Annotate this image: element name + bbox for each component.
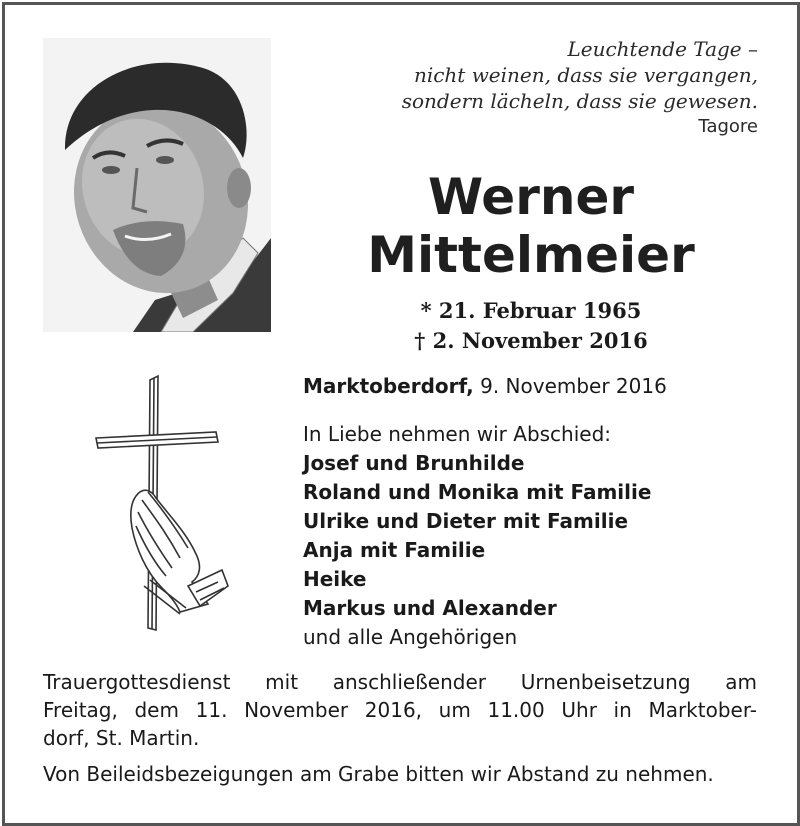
- service-line: dorf, St. Martin.: [43, 726, 200, 750]
- service-notice: [43, 668, 757, 752]
- quote-line: sondern lächeln, dass sie gewesen.: [401, 89, 758, 113]
- portrait-photo: [43, 38, 271, 332]
- mourner-name: Markus und Alexander: [303, 596, 557, 620]
- first-name: Werner: [427, 168, 635, 226]
- mourner-name: Josef und Brunhilde: [303, 451, 525, 475]
- death-date: † 2. November 2016: [414, 328, 648, 353]
- mourners-intro: In Liebe nehmen wir Abschied:: [303, 422, 612, 446]
- quote-line: Leuchtende Tage –: [567, 37, 758, 61]
- birth-date: * 21. Februar 1965: [420, 298, 642, 323]
- deceased-name: [300, 168, 762, 284]
- quote-block: [300, 36, 758, 140]
- mourner-name: Anja mit Familie: [303, 538, 486, 562]
- mourner-name: Roland und Monika mit Familie: [303, 480, 652, 504]
- quote-author: Tagore: [698, 116, 758, 137]
- place: Marktoberdorf,: [303, 374, 474, 398]
- last-name: Mittelmeier: [367, 226, 695, 284]
- notice-date: 9. November 2016: [480, 374, 667, 398]
- mourners-outro: und alle Angehörigen: [303, 625, 518, 649]
- place-date-line: [303, 372, 667, 400]
- mourners-list: [303, 420, 651, 652]
- cross-with-praying-hands-icon: [88, 372, 236, 634]
- mourner-name: Heike: [303, 567, 367, 591]
- service-line: Trauergottesdienst mit anschließender Urnenbeisetzung am: [43, 670, 757, 694]
- mourner-name: Ulrike und Dieter mit Familie: [303, 509, 629, 533]
- quote-line: nicht weinen, dass sie vergangen,: [413, 63, 758, 87]
- life-dates: [300, 296, 762, 356]
- service-line: Freitag, dem 11. November 2016, um 11.00 Uhr in Marktober-: [43, 698, 757, 722]
- closing-request: Von Beileidsbezeigungen am Grabe bitten wir Abstand zu nehmen.: [43, 762, 714, 786]
